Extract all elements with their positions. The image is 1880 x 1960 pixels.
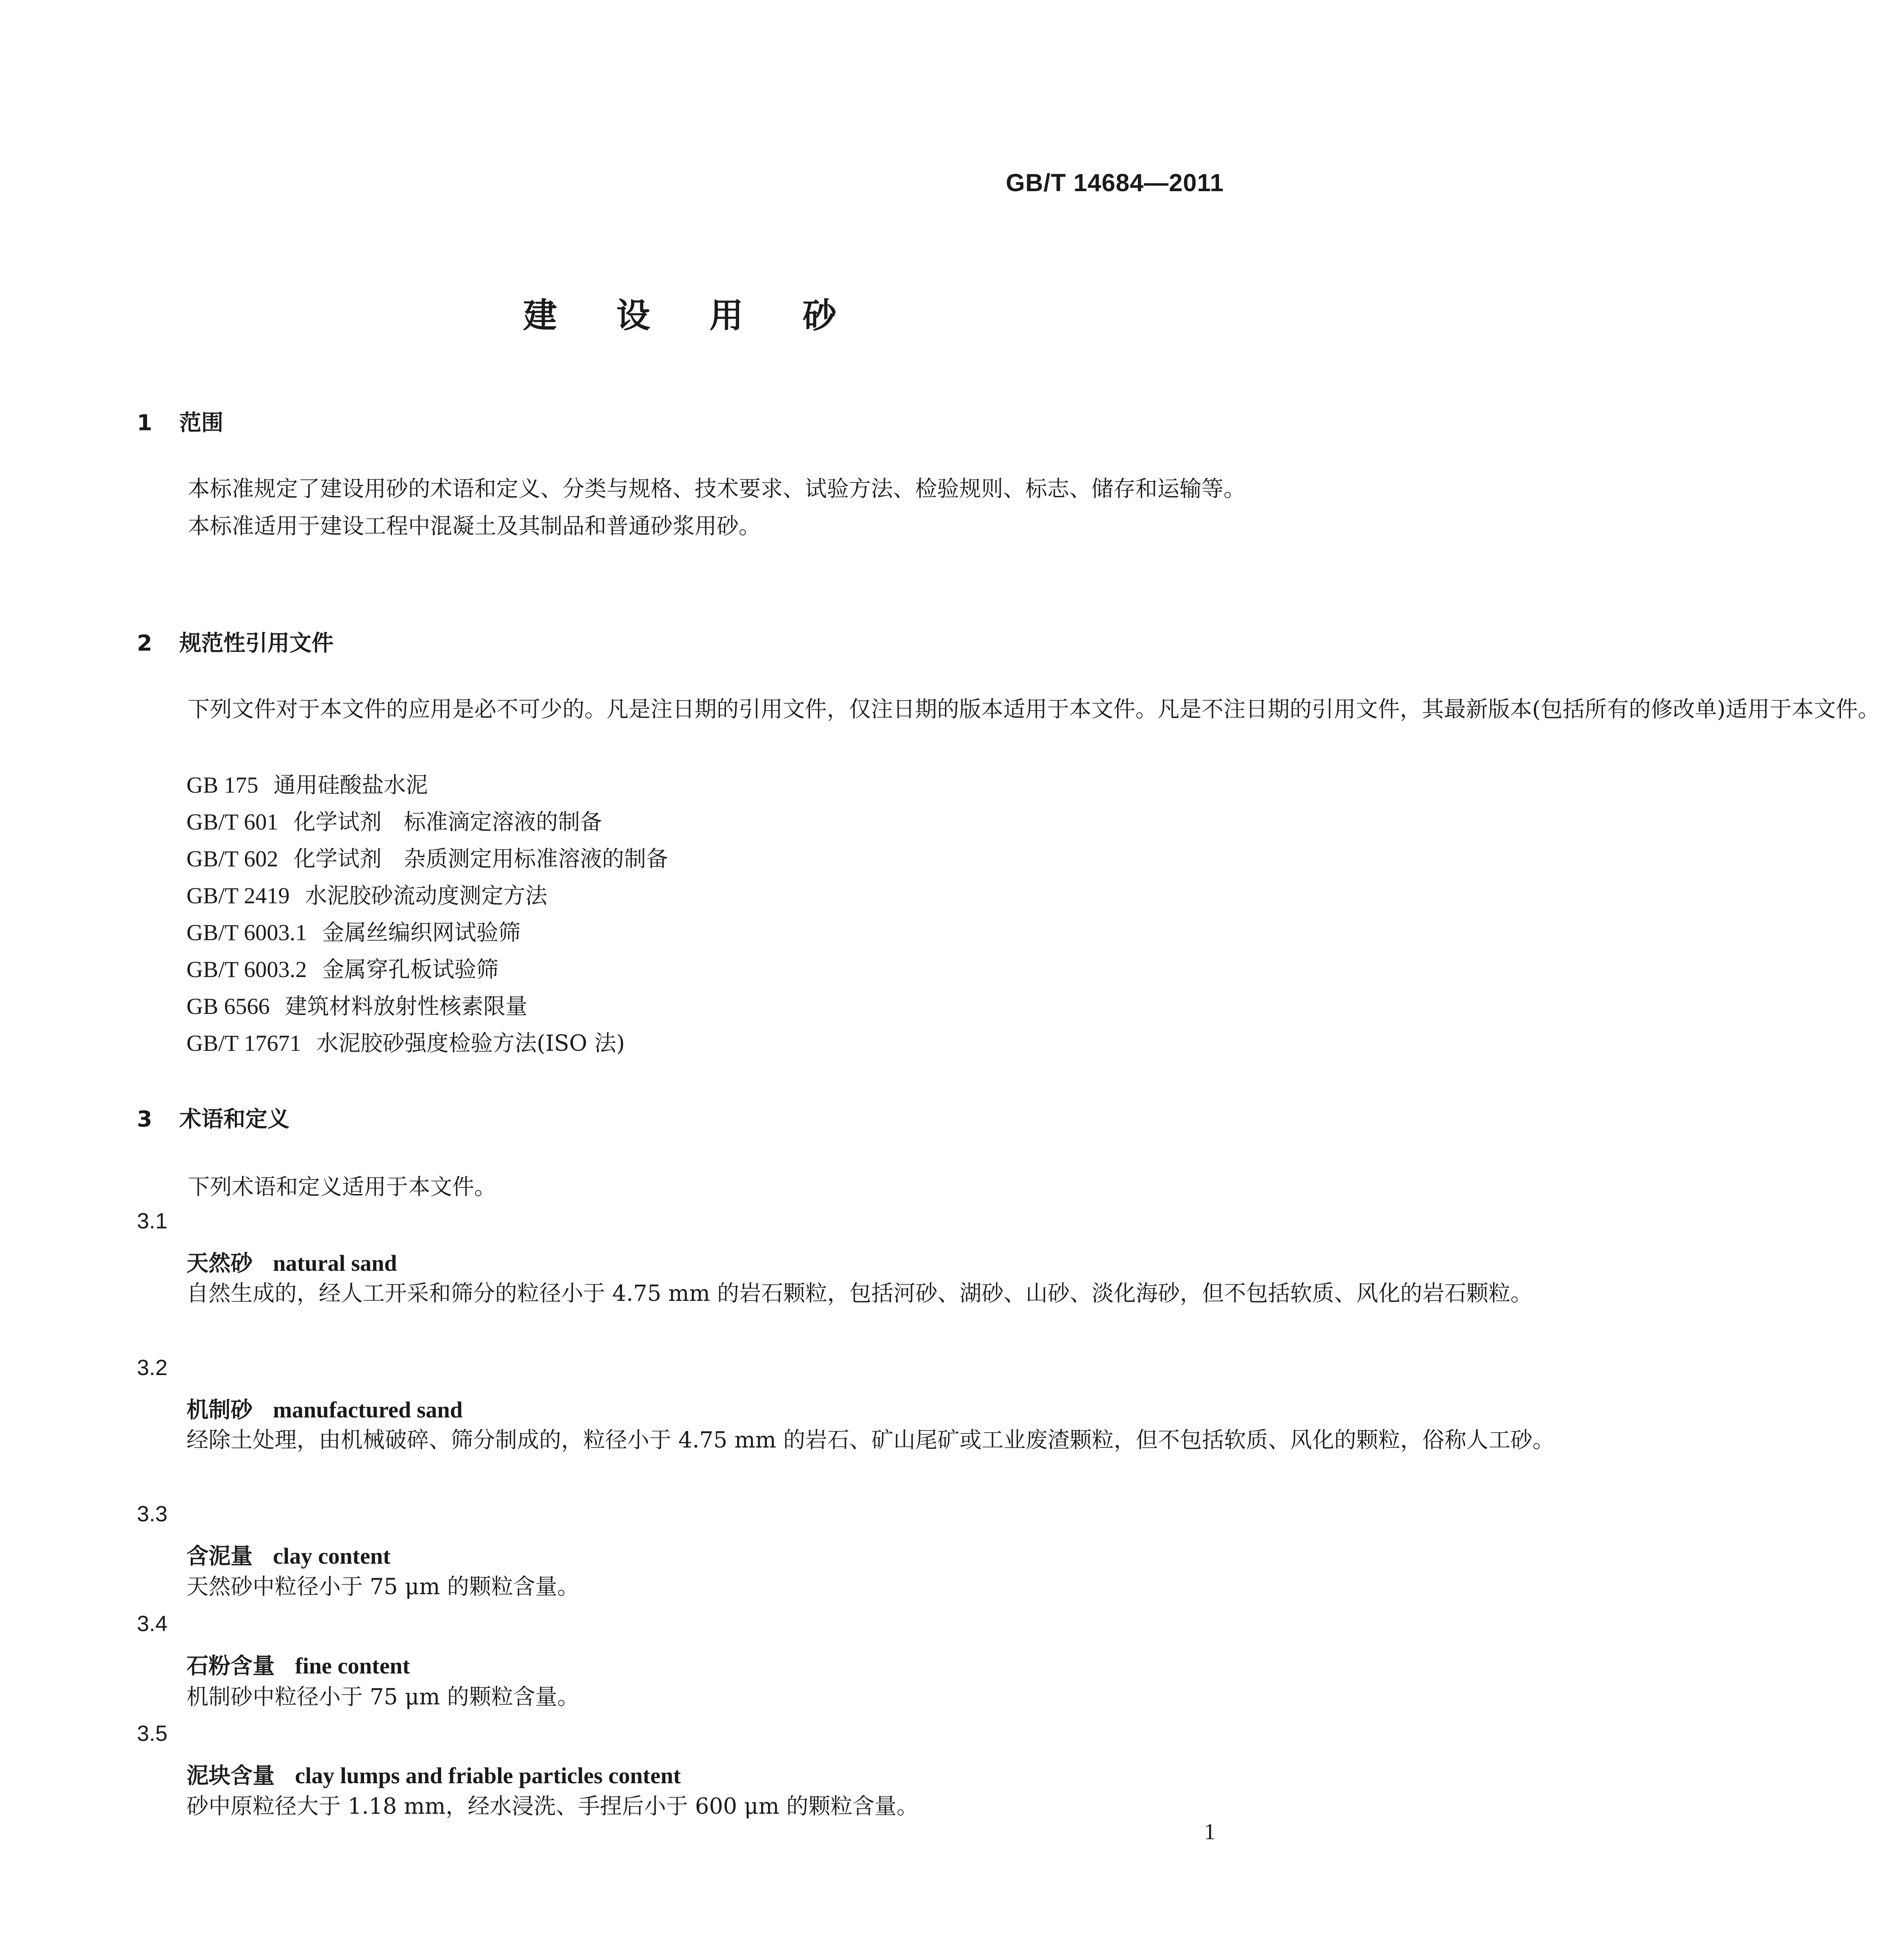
reference-code: GB/T 602	[186, 846, 278, 871]
reference-title: 金属丝编织网试验筛	[322, 920, 521, 946]
term-heading	[186, 1245, 397, 1277]
reference-code: GB/T 6003.1	[186, 920, 307, 945]
reference-code: GB/T 2419	[186, 883, 290, 908]
term-en: manufactured sand	[273, 1397, 463, 1423]
definition-text: 天然砂中粒径小于 75 μm 的颗粒含量。	[186, 1574, 579, 1600]
reference-title: 化学试剂 标准滴定溶液的制备	[293, 810, 602, 835]
definition-text: 机制砂中粒径小于 75 μm 的颗粒含量。	[186, 1684, 579, 1710]
reference-item	[186, 878, 548, 910]
definition-text: 自然生成的，经人工开采和筛分的粒径小于 4.75 mm 的岩石颗粒，包括河砂、湖砂、山砂、淡化海砂，但不包括软质、风化的岩石颗粒。	[186, 1281, 1532, 1306]
clause-number: 3.4	[137, 1612, 168, 1636]
reference-item	[186, 841, 668, 873]
section-1-body	[137, 471, 1246, 545]
paragraph: 下列术语和定义适用于本文件。	[188, 1175, 497, 1200]
term-heading	[186, 1648, 410, 1680]
term-zh: 石粉含量	[186, 1654, 275, 1679]
section-heading-3	[137, 1101, 289, 1133]
reference-title: 化学试剂 杂质测定用标准溶液的制备	[293, 846, 668, 872]
reference-code: GB/T 6003.2	[186, 957, 307, 982]
term-zh: 泥块含量	[186, 1763, 275, 1789]
section-heading-2	[137, 625, 334, 657]
reference-code: GB/T 17671	[186, 1030, 301, 1056]
term-en: clay content	[273, 1543, 391, 1569]
definition-text: 砂中原粒径大于 1.18 mm，经水浸洗、手捏后小于 600 μm 的颗粒含量。	[186, 1794, 919, 1819]
term-en: natural sand	[273, 1250, 397, 1276]
reference-item	[186, 915, 520, 947]
reference-title: 通用硅酸盐水泥	[273, 773, 428, 798]
paragraph: 本标准适用于建设工程中混凝土及其制品和普通砂浆用砂。	[188, 514, 761, 539]
reference-item	[186, 804, 602, 836]
term-definition	[186, 1422, 1555, 1459]
page-number: 1	[1204, 1819, 1215, 1844]
clause-number: 3.1	[137, 1209, 168, 1233]
document-title: 建 设 用 砂	[523, 296, 860, 335]
term-heading	[186, 1758, 681, 1790]
reference-item	[186, 952, 498, 983]
term-definition	[186, 1788, 1224, 1825]
section-number: 2	[137, 631, 153, 656]
section-title: 范围	[179, 410, 224, 436]
reference-title: 水泥胶砂流动度测定方法	[305, 883, 548, 909]
reference-item	[186, 767, 428, 799]
standard-number: GB/T 14684—2011	[1006, 169, 1224, 197]
term-zh: 机制砂	[186, 1398, 253, 1423]
reference-title: 水泥胶砂强度检验方法(ISO 法)	[316, 1031, 625, 1056]
section-title: 规范性引用文件	[179, 631, 334, 656]
section-title: 术语和定义	[179, 1107, 290, 1132]
clause-number: 3.5	[137, 1721, 168, 1746]
clause-number: 3.2	[137, 1356, 168, 1380]
section-number: 1	[137, 410, 153, 436]
term-definition	[186, 1275, 1532, 1312]
reference-item	[186, 988, 528, 1020]
term-heading	[186, 1538, 390, 1570]
term-en: clay lumps and friable particles content	[295, 1763, 681, 1788]
term-en: fine content	[295, 1653, 410, 1679]
paragraph: 本标准规定了建设用砂的术语和定义、分类与规格、技术要求、试验方法、检验规则、标志、储存和运输等。	[188, 476, 1246, 502]
reference-code: GB/T 601	[186, 809, 278, 835]
clause-number: 3.3	[137, 1502, 168, 1526]
term-definition	[186, 1679, 1224, 1716]
section-2-body	[137, 691, 1880, 728]
definition-text: 经除土处理，由机械破碎、筛分制成的，粒径小于 4.75 mm 的岩石、矿山尾矿或工业废渣颗粒，但不包括软质、风化的颗粒，俗称人工砂。	[186, 1428, 1555, 1453]
reference-code: GB 6566	[186, 994, 270, 1019]
term-heading	[186, 1392, 463, 1424]
section-number: 3	[137, 1107, 153, 1132]
reference-title: 金属穿孔板试验筛	[322, 957, 499, 983]
term-definition	[186, 1568, 1224, 1606]
section-heading-1	[137, 405, 223, 437]
section-3-intro	[137, 1169, 1224, 1206]
term-zh: 含泥量	[186, 1544, 253, 1569]
reference-title: 建筑材料放射性核素限量	[285, 994, 528, 1019]
term-zh: 天然砂	[186, 1251, 253, 1276]
reference-item	[186, 1025, 625, 1057]
paragraph: 下列文件对于本文件的应用是必不可少的。凡是注日期的引用文件，仅注日期的版本适用于本文件。凡是不注日期的引用文件，其最新版本(包括所有的修改单)适用于本文件。	[188, 697, 1880, 722]
reference-code: GB 175	[186, 772, 259, 798]
